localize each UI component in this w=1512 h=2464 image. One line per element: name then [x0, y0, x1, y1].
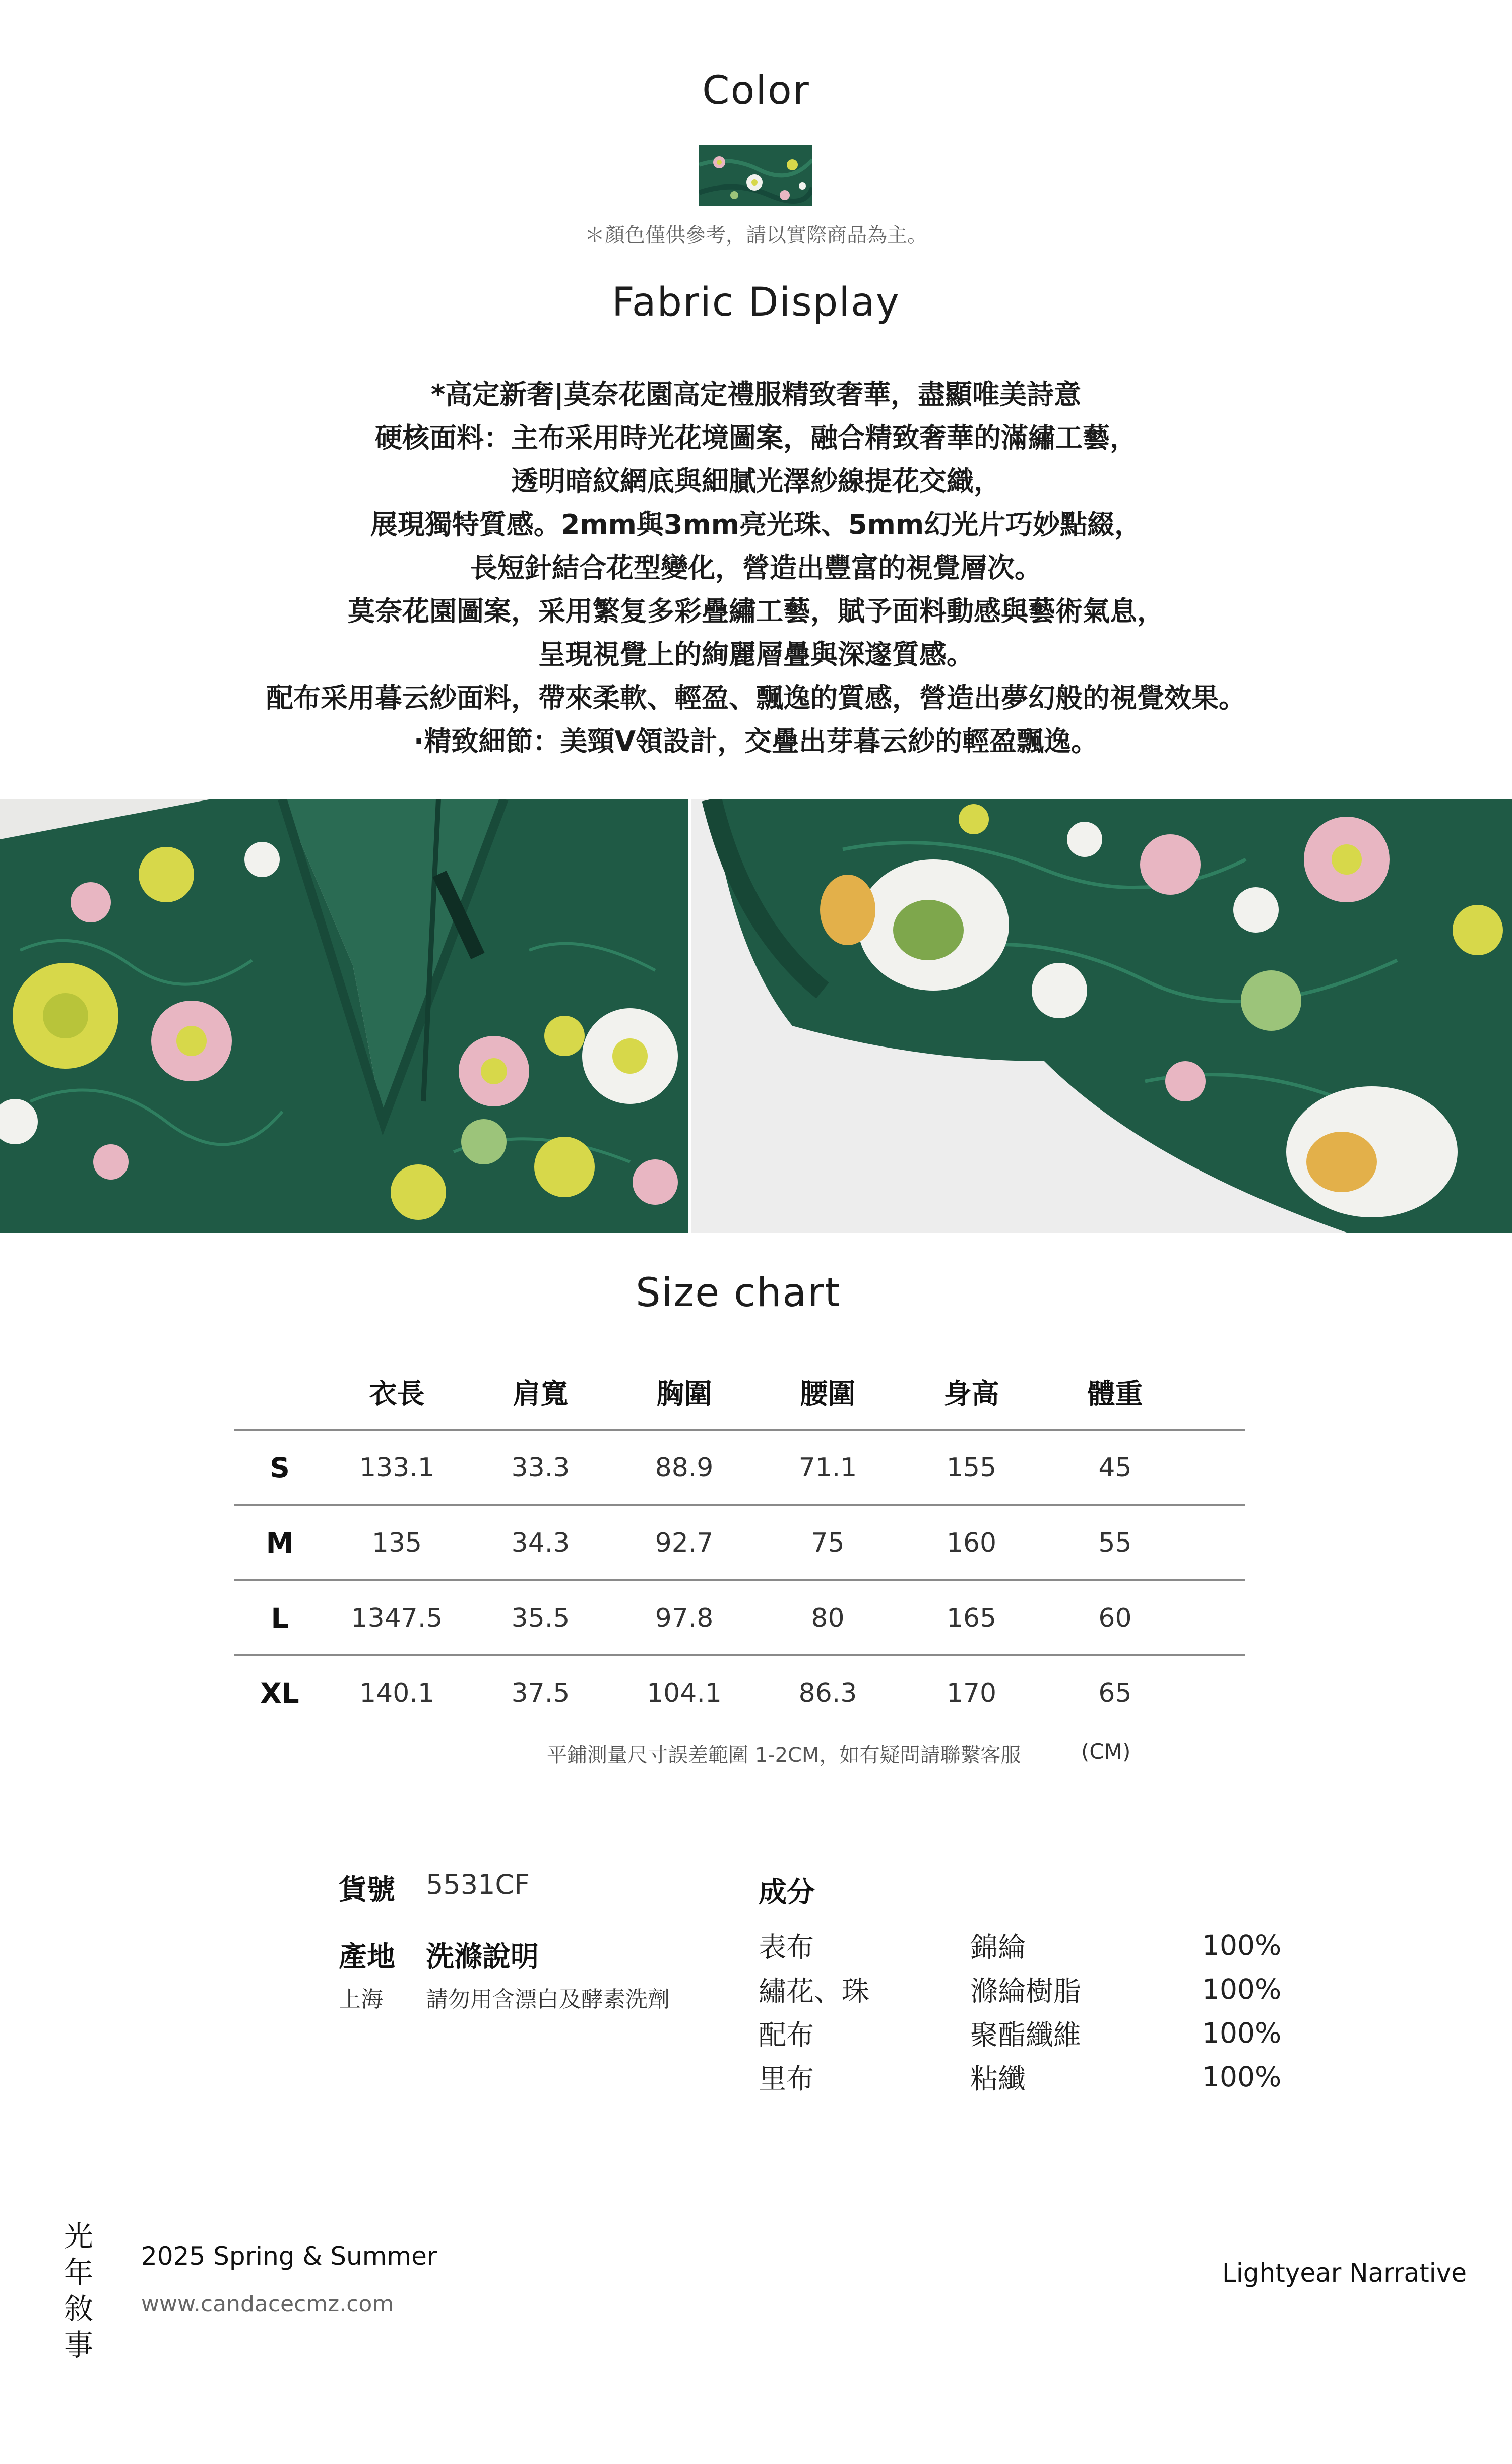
size-value: 1347.5 [351, 1603, 443, 1633]
composition-part: 里布 [759, 2063, 814, 2095]
size-value: 75 [811, 1527, 845, 1558]
fabric-heading: Fabric Display [612, 280, 900, 325]
season-title: 2025 Spring & Summer [141, 2242, 437, 2271]
size-value: 33.3 [511, 1452, 570, 1483]
size-value: 65 [1098, 1678, 1132, 1708]
size-value: 140.1 [359, 1678, 434, 1708]
size-value: 71.1 [798, 1452, 857, 1483]
fabric-line: 透明暗紋網底與細膩光澤紗線提花交織， [511, 465, 1001, 497]
col-length: 衣長 [369, 1377, 425, 1410]
size-unit: (CM) [1081, 1739, 1131, 1764]
size-value: 160 [946, 1527, 997, 1558]
size-value: 37.5 [511, 1678, 570, 1708]
composition-percent: 100% [1202, 2060, 1282, 2093]
size-value: 35.5 [511, 1603, 570, 1633]
composition-row [759, 1923, 1293, 1967]
size-label: S [270, 1451, 290, 1484]
fabric-line: 展現獨特質感。2mm與3mm亮光珠、5mm幻光片巧妙點綴， [370, 509, 1142, 540]
composition-heading: 成分 [759, 1876, 815, 1909]
col-waist: 腰圍 [800, 1377, 856, 1410]
composition-material: 錦綸 [970, 1931, 1026, 1963]
size-value: 92.7 [655, 1527, 714, 1558]
size-value: 165 [946, 1603, 997, 1633]
composition-row [759, 1967, 1293, 2011]
size-note: 平鋪測量尺寸誤差範圍 1-2CM，如有疑問請聯繫客服 [547, 1744, 1021, 1767]
origin-label: 產地 [339, 1941, 395, 1974]
size-value: 34.3 [511, 1527, 570, 1558]
size-value: 88.9 [655, 1452, 714, 1483]
composition-row [759, 2011, 1293, 2055]
composition-material: 粘纖 [970, 2063, 1026, 2095]
size-label: M [266, 1526, 294, 1559]
color-note: ＊顏色僅供參考，請以實際商品為主。 [585, 224, 927, 247]
composition-table [759, 1923, 1293, 2099]
size-value: 80 [811, 1603, 845, 1633]
size-row-l [234, 1579, 1245, 1654]
fabric-line: 莫奈花園圖案，采用繁复多彩疊繡工藝，賦予面料動感與藝術氣息， [348, 595, 1164, 627]
composition-material: 聚酯纖維 [970, 2019, 1082, 2051]
size-value: 170 [946, 1678, 997, 1708]
size-table [234, 1353, 1245, 1730]
composition-part: 表布 [759, 1931, 814, 1963]
website-link[interactable]: www.candacecmz.com [141, 2291, 394, 2317]
item-no-value: 5531CF [426, 1869, 530, 1900]
origin-value: 上海 [339, 1987, 383, 2012]
composition-material: 滌綸樹脂 [970, 1975, 1082, 2007]
col-bust: 胸圍 [656, 1377, 712, 1410]
size-label: L [271, 1601, 289, 1634]
color-swatch[interactable] [699, 145, 812, 206]
size-row-m [234, 1504, 1245, 1579]
col-shoulder: 肩寬 [513, 1377, 569, 1410]
fabric-line: ·精致細節：美頸V領設計，交疊出芽暮云紗的輕盈飄逸。 [413, 725, 1099, 757]
fabric-line: 長短針結合花型變化，營造出豐富的視覺層次。 [470, 552, 1042, 584]
fabric-description [0, 373, 1512, 763]
size-value: 97.8 [655, 1603, 714, 1633]
size-value: 60 [1098, 1603, 1132, 1633]
care-value: 請勿用含漂白及酵素洗劑 [426, 1987, 670, 2012]
size-value: 86.3 [798, 1678, 857, 1708]
size-value: 55 [1098, 1527, 1132, 1558]
col-height: 身高 [943, 1377, 999, 1410]
item-no-label: 貨號 [339, 1874, 395, 1906]
fabric-line: 硬核面料：主布采用時光花境圖案，融合精致奢華的滿繡工藝， [375, 422, 1137, 454]
care-label: 洗滌說明 [426, 1941, 539, 1974]
size-label: XL [260, 1677, 299, 1709]
composition-percent: 100% [1202, 1973, 1282, 2005]
v-neck-detail-photo[interactable] [0, 799, 688, 1233]
brand-name: Lightyear Narrative [1222, 2258, 1467, 2288]
sleeve-embroidery-photo[interactable] [691, 799, 1512, 1233]
composition-part: 繡花、珠 [759, 1975, 870, 2007]
size-value: 135 [371, 1527, 422, 1558]
size-value: 104.1 [647, 1678, 722, 1708]
composition-percent: 100% [1202, 1929, 1282, 1961]
size-chart-heading: Size chart [636, 1270, 841, 1316]
size-value: 155 [946, 1452, 997, 1483]
fabric-line: *高定新奢|莫奈花園高定禮服精致奢華，盡顯唯美詩意 [431, 379, 1081, 410]
composition-row [759, 2055, 1293, 2099]
size-value: 133.1 [359, 1452, 434, 1483]
composition-percent: 100% [1202, 2016, 1282, 2049]
fabric-line: 呈現視覺上的絢麗層疊與深邃質感。 [538, 639, 974, 670]
size-row-xl [234, 1654, 1245, 1730]
col-weight: 體重 [1087, 1377, 1143, 1410]
color-heading: Color [702, 68, 810, 113]
size-row-s [234, 1429, 1245, 1504]
vertical-brand-logo: 光年敘事 [64, 2219, 93, 2362]
composition-part: 配布 [759, 2019, 814, 2051]
size-table-header [234, 1353, 1245, 1429]
fabric-line: 配布采用暮云紗面料，帶來柔軟、輕盈、飄逸的質感，營造出夢幻般的視覺效果。 [266, 682, 1246, 714]
size-value: 45 [1098, 1452, 1132, 1483]
